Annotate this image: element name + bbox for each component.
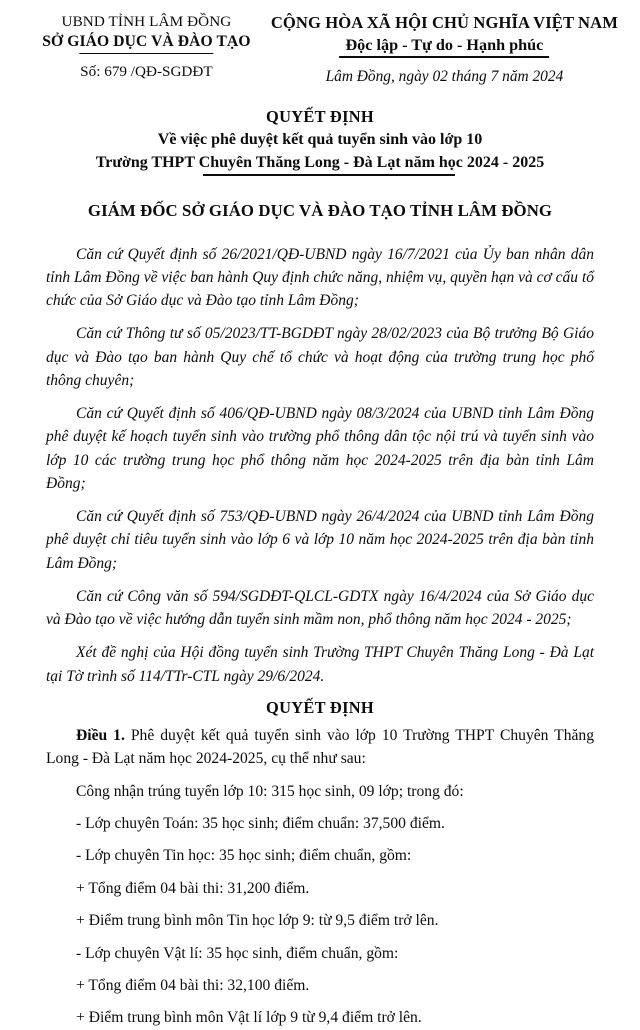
place-and-date-label: Lâm Đồng, ngày 02 tháng 7 năm 2024	[325, 67, 564, 85]
list-item: + Tổng điểm 04 bài thi: 32,100 điểm.	[76, 976, 310, 994]
list-item: + Điểm trung bình môn Tin học lớp 9: từ 9,5 điểm trở lên.	[76, 912, 439, 930]
article-1-paragraph	[46, 724, 594, 771]
document-subtitle-line-1: Về việc phê duyệt kết quả tuyển sinh vào lớp 10	[157, 131, 483, 149]
legal-basis-paragraph: Xét đề nghị của Hội đồng tuyển sinh Trường THPT Chuyên Thăng Long - Đà Lạt tại Tờ trình số 114/TTr-CTL ngày 29/6/2024.	[46, 644, 594, 685]
admission-summary-line: Công nhận trúng tuyển lớp 10: 315 học sinh, 09 lớp; trong đó:	[76, 782, 464, 800]
header-right-block	[271, 12, 618, 86]
article-1-text: Phê duyệt kết quả tuyển sinh vào lớp 10 Trường THPT Chuyên Thăng Long - Đà Lạt năm học 2024-2025, cụ thể như sau:	[46, 726, 595, 768]
department-name-label: SỞ GIÁO DỤC VÀ ĐÀO TẠO	[42, 32, 250, 52]
national-motto-label: Độc lập - Tự do - Hạnh phúc	[345, 35, 543, 56]
legal-basis-paragraph: Căn cứ Thông tư số 05/2023/TT-BGDĐT ngày 28/02/2023 của Bộ trưởng Bộ Giáo dục và Đào tạo ban hành Quy chế tổ chức và hoạt động của trường trung học phổ thông chuyên;	[46, 325, 594, 389]
national-title-label: CỘNG HÒA XÃ HỘI CHỦ NGHĨA VIỆT NAM	[270, 13, 618, 32]
issuing-authority-heading: GIÁM ĐỐC SỞ GIÁO DỤC VÀ ĐÀO TẠO TỈNH LÂM ĐỒNG	[87, 200, 553, 220]
header-left-block	[22, 12, 271, 81]
list-item: - Lớp chuyên Tin học: 35 học sinh; điểm chuẩn, gồm:	[76, 847, 412, 865]
document-body	[0, 243, 640, 1030]
list-item: + Điểm trung bình môn Vật lí lớp 9 từ 9,4 điểm trở lên.	[76, 1009, 422, 1027]
legal-basis-paragraph: Căn cứ Quyết định số 26/2021/QĐ-UBND ngày 16/7/2021 của Ủy ban nhân dân tỉnh Lâm Đồng về việc ban hành Quy định chức năng, nhiệm vụ, quyền hạn và cơ cấu tổ chức của Sở Giáo dục và Đào tạo tỉnh Lâm Đồng;	[46, 245, 594, 310]
title-block	[0, 106, 640, 175]
list-item: - Lớp chuyên Vật lí: 35 học sinh, điểm chuẩn, gồm:	[76, 944, 399, 962]
document-number-label: Số: 679 /QĐ-SGDĐT	[80, 63, 213, 81]
document-subtitle-line-2: Trường THPT Chuyên Thăng Long - Đà Lạt năm học 2024 - 2025	[96, 152, 544, 175]
legal-basis-paragraph: Căn cứ Quyết định số 406/QĐ-UBND ngày 08/3/2024 của UBND tỉnh Lâm Đồng phê duyệt kế hoạch tuyển sinh vào trường phổ thông dân tộc nội trú và tuyển sinh vào lớp 10 các trường trung học phổ thông năm học 2024-2025 trên địa bàn tỉnh Lâm Đồng;	[46, 405, 594, 492]
decision-keyword-heading: QUYẾT ĐỊNH	[266, 697, 374, 717]
legal-basis-paragraph: Căn cứ Công văn số 594/SGDĐT-QLCL-GDTX ngày 16/4/2024 của Sở Giáo dục và Đào tạo về việc hướng dẫn tuyển sinh mầm non, phổ thông năm học 2024 - 2025;	[46, 587, 594, 629]
document-type-heading: QUYẾT ĐỊNH	[266, 106, 374, 126]
list-item: + Tổng điểm 04 bài thi: 31,200 điểm.	[76, 879, 310, 897]
list-item: - Lớp chuyên Toán: 35 học sinh; điểm chuẩn: 37,500 điểm.	[76, 814, 445, 832]
document-header	[0, 0, 640, 86]
province-authority-label: UBND TỈNH LÂM ĐỒNG	[61, 13, 232, 30]
article-1-label: Điều 1.	[76, 726, 125, 744]
legal-basis-paragraph: Căn cứ Quyết định số 753/QĐ-UBND ngày 26/4/2024 của UBND tỉnh Lâm Đồng phê duyệt chỉ tiêu tuyển sinh vào lớp 6 và lớp 10 năm học 2024-2025 trên địa bàn tỉnh Lâm Đồng;	[46, 508, 594, 572]
